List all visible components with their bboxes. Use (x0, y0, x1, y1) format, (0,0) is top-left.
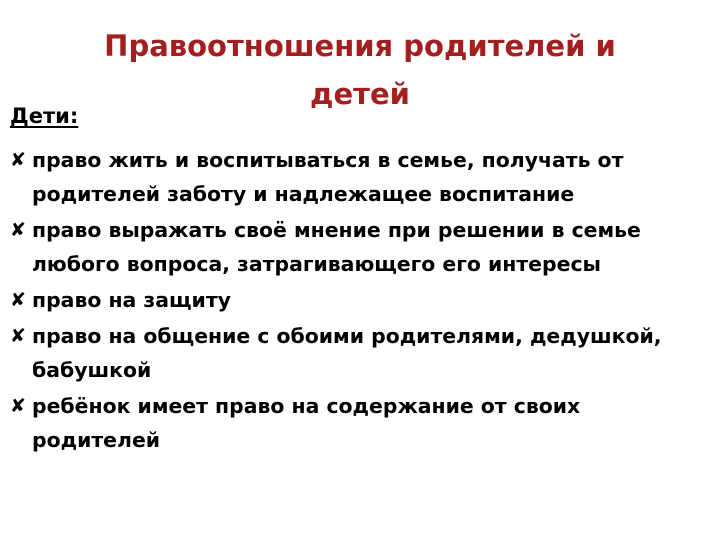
list-item-text: право на защиту (32, 288, 231, 312)
slide-title-line-1: Правоотношения родителей и (104, 29, 616, 63)
rights-list (10, 143, 710, 459)
x-mark-icon: ✘ (10, 219, 26, 241)
list-item (10, 213, 710, 281)
x-mark-icon: ✘ (10, 325, 26, 347)
list-item-text: право жить и воспитываться в семье, получать от родителей заботу и надлежащее воспитание (32, 148, 624, 206)
slide-title-line-2: детей (310, 77, 410, 111)
list-item (10, 319, 710, 387)
list-item (10, 143, 710, 211)
list-item-text: право выражать своё мнение при решении в семье любого вопроса, затрагивающего его интересы (32, 218, 641, 276)
section-label: Дети: (10, 104, 79, 128)
list-item (10, 283, 710, 317)
list-item (10, 389, 710, 457)
x-mark-icon: ✘ (10, 395, 26, 417)
x-mark-icon: ✘ (10, 149, 26, 171)
slide-title (60, 22, 660, 118)
x-mark-icon: ✘ (10, 289, 26, 311)
list-item-text: ребёнок имеет право на содержание от своих родителей (32, 394, 581, 452)
list-item-text: право на общение с обоими родителями, дедушкой, бабушкой (32, 324, 662, 382)
